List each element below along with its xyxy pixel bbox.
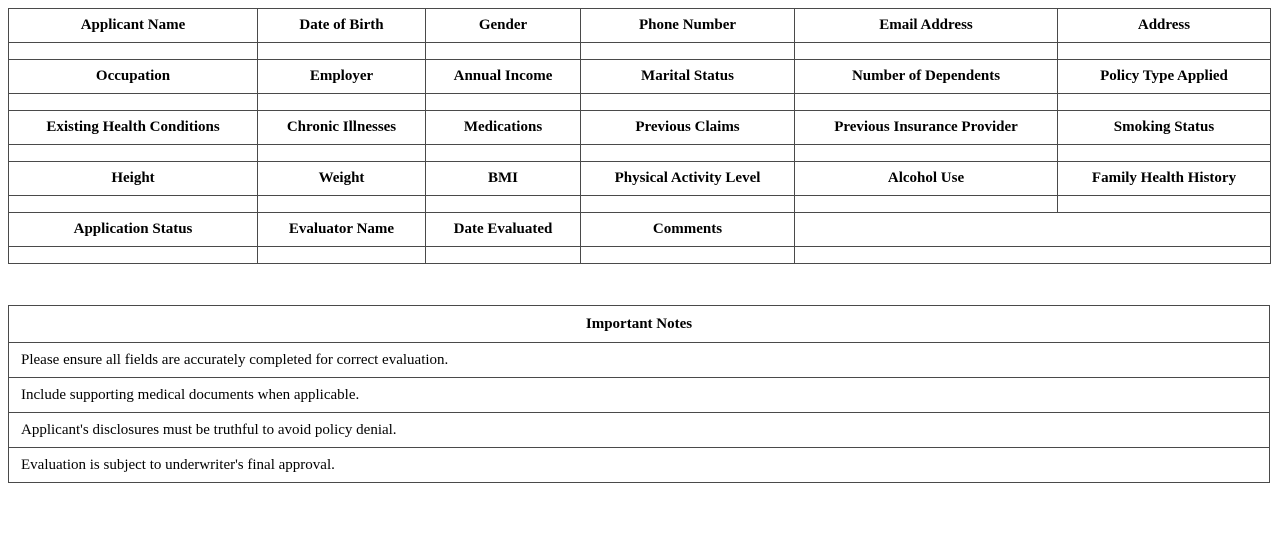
label-medications: Medications — [426, 111, 581, 145]
field-family-health-history[interactable] — [1058, 196, 1271, 213]
field-previous-claims[interactable] — [581, 145, 795, 162]
header-row-physical — [9, 162, 1271, 196]
field-alcohol-use[interactable] — [795, 196, 1058, 213]
field-application-status[interactable] — [9, 247, 258, 264]
label-gender: Gender — [426, 9, 581, 43]
field-evaluator-name[interactable] — [258, 247, 426, 264]
label-chronic-illnesses: Chronic Illnesses — [258, 111, 426, 145]
input-row-personal — [9, 43, 1271, 60]
field-existing-health-conditions[interactable] — [9, 145, 258, 162]
field-previous-insurance-provider[interactable] — [795, 145, 1058, 162]
label-address: Address — [1058, 9, 1271, 43]
application-form-table — [8, 8, 1271, 264]
header-row-health — [9, 111, 1271, 145]
label-previous-claims: Previous Claims — [581, 111, 795, 145]
label-existing-health-conditions: Existing Health Conditions — [9, 111, 258, 145]
label-occupation: Occupation — [9, 60, 258, 94]
field-bmi[interactable] — [426, 196, 581, 213]
note-item: Evaluation is subject to underwriter's final approval. — [9, 448, 1270, 483]
field-height[interactable] — [9, 196, 258, 213]
label-number-of-dependents: Number of Dependents — [795, 60, 1058, 94]
label-previous-insurance-provider: Previous Insurance Provider — [795, 111, 1058, 145]
note-item: Include supporting medical documents when applicable. — [9, 378, 1270, 413]
important-notes-table — [8, 305, 1270, 483]
field-policy-type-applied[interactable] — [1058, 94, 1271, 111]
label-policy-type-applied: Policy Type Applied — [1058, 60, 1271, 94]
empty-header-cell — [795, 213, 1271, 247]
label-physical-activity-level: Physical Activity Level — [581, 162, 795, 196]
label-phone-number: Phone Number — [581, 9, 795, 43]
field-address[interactable] — [1058, 43, 1271, 60]
field-occupation[interactable] — [9, 94, 258, 111]
label-application-status: Application Status — [9, 213, 258, 247]
label-date-evaluated: Date Evaluated — [426, 213, 581, 247]
field-smoking-status[interactable] — [1058, 145, 1271, 162]
field-chronic-illnesses[interactable] — [258, 145, 426, 162]
label-applicant-name: Applicant Name — [9, 9, 258, 43]
notes-title: Important Notes — [9, 306, 1270, 343]
field-email-address[interactable] — [795, 43, 1058, 60]
input-row-employment — [9, 94, 1271, 111]
input-row-physical — [9, 196, 1271, 213]
field-medications[interactable] — [426, 145, 581, 162]
label-employer: Employer — [258, 60, 426, 94]
label-family-health-history: Family Health History — [1058, 162, 1271, 196]
field-weight[interactable] — [258, 196, 426, 213]
label-smoking-status: Smoking Status — [1058, 111, 1271, 145]
field-date-of-birth[interactable] — [258, 43, 426, 60]
label-marital-status: Marital Status — [581, 60, 795, 94]
label-weight: Weight — [258, 162, 426, 196]
field-annual-income[interactable] — [426, 94, 581, 111]
label-alcohol-use: Alcohol Use — [795, 162, 1058, 196]
header-row-employment — [9, 60, 1271, 94]
label-height: Height — [9, 162, 258, 196]
header-row-personal — [9, 9, 1271, 43]
field-marital-status[interactable] — [581, 94, 795, 111]
label-bmi: BMI — [426, 162, 581, 196]
field-applicant-name[interactable] — [9, 43, 258, 60]
field-physical-activity-level[interactable] — [581, 196, 795, 213]
label-date-of-birth: Date of Birth — [258, 9, 426, 43]
empty-input-cell — [795, 247, 1271, 264]
header-row-evaluation — [9, 213, 1271, 247]
label-evaluator-name: Evaluator Name — [258, 213, 426, 247]
field-date-evaluated[interactable] — [426, 247, 581, 264]
label-email-address: Email Address — [795, 9, 1058, 43]
field-employer[interactable] — [258, 94, 426, 111]
field-gender[interactable] — [426, 43, 581, 60]
field-number-of-dependents[interactable] — [795, 94, 1058, 111]
field-comments[interactable] — [581, 247, 795, 264]
label-annual-income: Annual Income — [426, 60, 581, 94]
note-item: Applicant's disclosures must be truthful to avoid policy denial. — [9, 413, 1270, 448]
label-comments: Comments — [581, 213, 795, 247]
input-row-health — [9, 145, 1271, 162]
note-item: Please ensure all fields are accurately completed for correct evaluation. — [9, 343, 1270, 378]
field-phone-number[interactable] — [581, 43, 795, 60]
input-row-evaluation — [9, 247, 1271, 264]
